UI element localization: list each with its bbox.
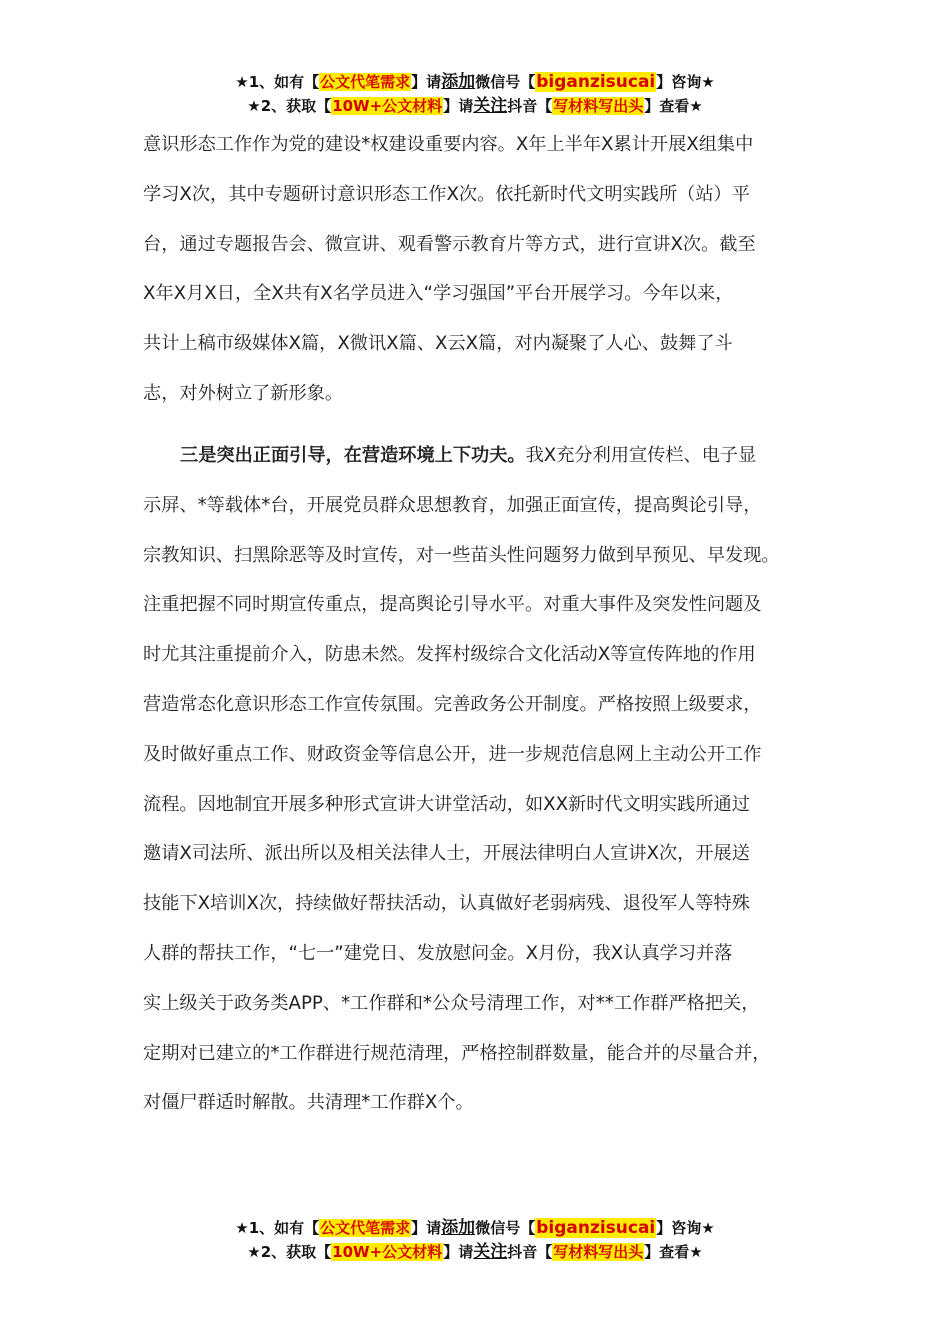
header-banner-line-1 xyxy=(0,70,950,94)
paragraph-line: 邀请X司法所、派出所以及相关法律人士，开展法律明白人宣讲X次，开展送 xyxy=(143,843,750,865)
highlight-service: 公文代笔需求 xyxy=(320,73,411,91)
banner-text: 】请 xyxy=(411,1219,442,1237)
paragraph-line: 时尤其注重提前介入，防患未然。发挥村级综合文化活动X等宣传阵地的作用 xyxy=(143,644,756,666)
paragraph-line: 定期对已建立的*工作群进行规范清理，严格控制群数量，能合并的尽量合并， xyxy=(143,1042,771,1064)
paragraph-line: 技能下X培训X次，持续做好帮扶活动，认真做好老弱病残、退役军人等特殊 xyxy=(143,893,750,915)
underlined-text: 关注 xyxy=(473,96,508,116)
banner-text: 微信号【 xyxy=(475,1219,536,1237)
highlight-douyin: 写材料写出头 xyxy=(553,97,644,115)
highlight-service: 公文代笔需求 xyxy=(320,1219,411,1237)
header-banner xyxy=(0,70,950,118)
underlined-text: 添加 xyxy=(441,72,476,92)
paragraph-line: 实上级关于政务类APP、*工作群和*公众号清理工作，对**工作群严格把关， xyxy=(143,992,760,1014)
paragraph-line: X年X月X日，全X共有X名学员进入“学习强国”平台开展学习。今年以来， xyxy=(143,283,734,305)
footer-banner xyxy=(0,1216,950,1264)
paragraph-line: 志，对外树立了新形象。 xyxy=(143,382,344,404)
underlined-text: 添加 xyxy=(441,1218,476,1238)
paragraph-1 xyxy=(143,120,823,419)
banner-text: ★2、获取【 xyxy=(247,97,332,115)
underlined-text: 关注 xyxy=(473,1242,508,1262)
highlight-wechat-id: biganzisucai xyxy=(536,72,656,92)
paragraph-line: 营造常态化意识形态工作宣传氛围。完善政务公开制度。严格按照上级要求， xyxy=(143,693,762,715)
highlight-materials: 10W+公文材料 xyxy=(332,97,443,115)
banner-text: 微信号【 xyxy=(475,73,536,91)
highlight-materials: 10W+公文材料 xyxy=(332,1243,443,1261)
highlight-wechat-id: biganzisucai xyxy=(536,1218,656,1238)
banner-text: 】咨询★ xyxy=(656,73,715,91)
banner-text: ★1、如有【 xyxy=(235,73,320,91)
paragraph-line: 示屏、*等载体*台，开展党员群众思想教育，加强正面宣传，提高舆论引导， xyxy=(143,494,762,516)
banner-text: 】查看★ xyxy=(644,97,703,115)
paragraph-line: 对僵尸群适时解散。共清理*工作群X个。 xyxy=(143,1092,474,1114)
paragraph-first-line xyxy=(143,431,823,481)
banner-text: ★2、获取【 xyxy=(247,1243,332,1261)
paragraph-line: 人群的帮扶工作，“七一”建党日、发放慰问金。X月份，我X认真学习并落 xyxy=(143,942,733,964)
footer-banner-line-1 xyxy=(0,1216,950,1240)
paragraph-lead: 三是突出正面引导，在营造环境上下功夫。 xyxy=(180,445,526,466)
paragraph-line: 台，通过专题报告会、微宣讲、观看警示教育片等方式，进行宣讲X次。截至 xyxy=(143,233,756,255)
banner-text: 】咨询★ xyxy=(656,1219,715,1237)
paragraph-line: 流程。因地制宜开展多种形式宣讲大讲堂活动，如XX新时代文明实践所通过 xyxy=(143,793,750,815)
paragraph-line: 学习X次，其中专题研讨意识形态工作X次。依托新时代文明实践所（站）平 xyxy=(143,183,750,205)
banner-text: 】请 xyxy=(443,1243,474,1261)
banner-text: 】请 xyxy=(443,97,474,115)
footer-banner-line-2 xyxy=(0,1240,950,1264)
paragraph-line: 宗教知识、扫黑除恶等及时宣传，对一些苗头性问题努力做到早预见、早发现。 xyxy=(143,544,780,566)
header-banner-line-2 xyxy=(0,94,950,118)
banner-text: 】请 xyxy=(411,73,442,91)
banner-text: ★1、如有【 xyxy=(235,1219,320,1237)
banner-text: 】查看★ xyxy=(644,1243,703,1261)
paragraph-line: 注重把握不同时期宣传重点，提高舆论引导水平。对重大事件及突发性问题及 xyxy=(143,594,762,616)
paragraph-line: 及时做好重点工作、财政资金等信息公开，进一步规范信息网上主动公开工作 xyxy=(143,743,762,765)
paragraph-line: 共计上稿市级媒体X篇，X微讯X篇、X云X篇，对内凝聚了人心、鼓舞了斗 xyxy=(143,333,733,355)
paragraph-line: 意识形态工作作为党的建设*权建设重要内容。X年上半年X累计开展X组集中 xyxy=(143,134,754,155)
paragraph-text: 我X充分利用宣传栏、电子显 xyxy=(525,445,757,466)
banner-text: 抖音【 xyxy=(507,1243,553,1261)
paragraph-2 xyxy=(143,431,823,1128)
banner-text: 抖音【 xyxy=(507,97,553,115)
highlight-douyin: 写材料写出头 xyxy=(553,1243,644,1261)
